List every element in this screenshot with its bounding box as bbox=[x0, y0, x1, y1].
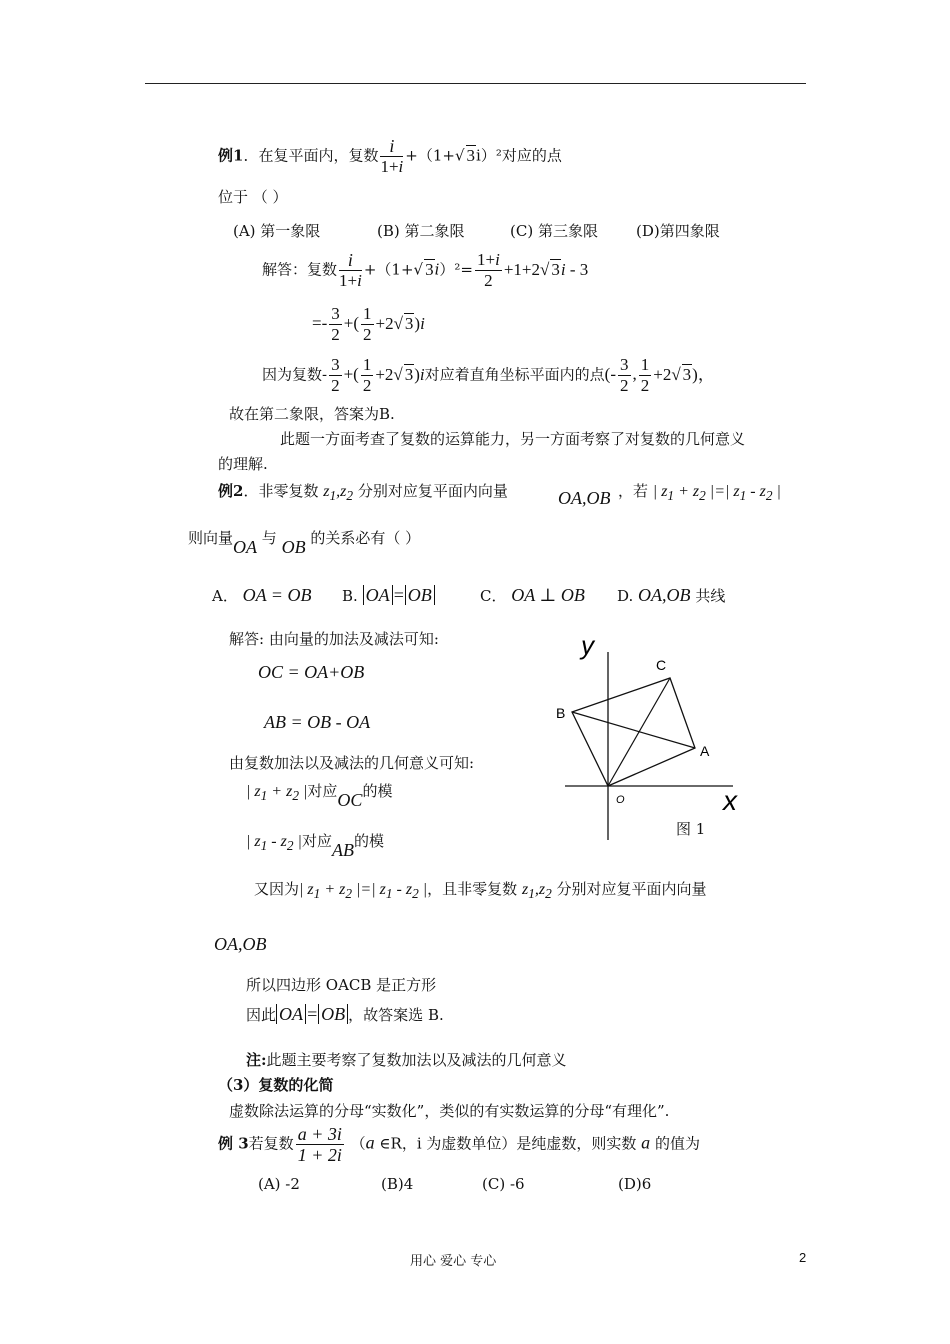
corr-text: 对应 bbox=[301, 832, 332, 850]
option-label: A． bbox=[212, 587, 238, 605]
fraction: $\frac{1+i}{2}$ bbox=[477, 250, 500, 290]
vectors-oa-ob: OA,OB bbox=[558, 488, 611, 508]
ex2-text: ．非零复数 bbox=[243, 482, 319, 500]
math-prefix: =- bbox=[312, 313, 328, 333]
footer-motto: 用心 爱心 专心 bbox=[410, 1254, 497, 1269]
ex1-text: ．在复平面内，复数 bbox=[243, 146, 379, 165]
fraction: $\frac{a + 3i}{1 + 2i}$ bbox=[297, 1124, 342, 1165]
modulus-line-2: | $z_1 - z_2$ |对应AB的模 bbox=[246, 832, 384, 860]
corresponds-text: 对应着直角坐标平面内的点 bbox=[424, 365, 605, 384]
modulus-text: 的模 bbox=[353, 832, 384, 850]
ex2-text: ，若 bbox=[618, 482, 649, 500]
example-3-line: 例 3若复数 $\frac{a + 3i}{1 + 2i}$ （a ∈R，i 为虚数单位）是纯虚数，则实数 a 的值为 bbox=[218, 1124, 700, 1165]
note-label: 注: bbox=[246, 1051, 267, 1069]
ex3-text: ∈R，i 为虚数单位）是纯虚数，则实数 bbox=[379, 1134, 637, 1153]
point-b-label: B bbox=[556, 705, 566, 721]
ex1-comment-line2: 的理解. bbox=[218, 455, 268, 473]
fraction: $\frac{i}{1+i}$ bbox=[380, 136, 404, 176]
fraction: $\frac{1}{2}$ bbox=[362, 355, 372, 395]
fraction: $\frac{1}{2}$ bbox=[640, 355, 650, 395]
x-axis-label: x bbox=[723, 785, 737, 816]
solution-label: 解答：复数 bbox=[262, 260, 338, 279]
vectors-oa-ob-2: OA,OB bbox=[214, 934, 267, 954]
example-1-line: 例1．在复平面内，复数 $\frac{i}{1+i}$ +（1+√ 3i）²对应的点 bbox=[218, 136, 562, 176]
thus-text: 因此 bbox=[246, 1006, 277, 1024]
ex3-option-d: (D)6 bbox=[618, 1175, 652, 1193]
ex1-comment-line1: 此题一方面考查了复数的运算能力，另一方面考察了对复数的几何意义 bbox=[280, 430, 746, 448]
ex2-geometric-meaning: 由复数加法以及减法的几何意义可知: bbox=[229, 754, 475, 772]
ex2-condition: ，若 | $z_1 + z_2$ |=| $z_1 - z_2$ | bbox=[618, 482, 781, 504]
example-3-label: 例 3 bbox=[218, 1134, 249, 1153]
section-3-heading: （3）复数的化简 bbox=[218, 1076, 334, 1094]
because-text: 因为复数- bbox=[262, 365, 328, 384]
ex1-because-line: 因为复数- $\frac{3}{2}$ +( $\frac{1}{2}$ +2√ 3)i对应着直角坐标平面内的点(- $\frac{3}{2}$ , $\frac{1}{2}$ +2√ 3)， bbox=[262, 355, 715, 395]
ex1-position-question: 位于 （ ） bbox=[218, 188, 288, 206]
fraction: $\frac{3}{2}$ bbox=[331, 355, 340, 395]
ex2-option-d: D. OA,OB 共线 bbox=[617, 585, 726, 605]
ex2-text: 分别对应复平面内向量 bbox=[357, 482, 508, 500]
fraction: $\frac{i}{1+i}$ bbox=[339, 250, 362, 290]
ex3-option-a: (A) -2 bbox=[258, 1175, 300, 1193]
ex2-note bbox=[246, 1049, 567, 1070]
fraction: $\frac{3}{2}$ bbox=[620, 355, 629, 395]
modulus-line-1: | $z_1 + z_2$ |对应OC的模 bbox=[246, 782, 393, 810]
ex1-option-b: (B) 第二象限 bbox=[377, 222, 465, 240]
figure-1-caption: 图 1 bbox=[676, 820, 706, 838]
option-label: D. bbox=[617, 587, 634, 605]
example-2-label: 例2 bbox=[218, 482, 244, 500]
ex3-text: 若复数 bbox=[248, 1134, 294, 1153]
also-text: 又因为 bbox=[254, 880, 300, 898]
equation-ab: AB = OB - OA bbox=[264, 712, 371, 732]
ex2-also-line: 又因为| $z_1 + z_2$ |=| $z_1 - z_2$ |，且非零复数 $z_1,z_2$ 分别对应复平面内向量 bbox=[254, 880, 707, 902]
ex2-text: 则向量 bbox=[188, 529, 234, 547]
ex1-solution-line1: 解答：复数 $\frac{i}{1+i}$ +（1+√ 3i）²= $\frac{1+i}{2}$ +1+2√ 3i - 3 bbox=[262, 250, 589, 290]
modulus-text: 的模 bbox=[362, 782, 393, 800]
equation-oc: OC = OA+OB bbox=[258, 662, 365, 682]
fraction: $\frac{1}{2}$ bbox=[363, 304, 372, 344]
ex3-text: （ bbox=[350, 1134, 366, 1153]
ex1-option-c: (C) 第三象限 bbox=[510, 222, 598, 240]
option-label: C． bbox=[480, 587, 507, 605]
option-text: 共线 bbox=[695, 587, 726, 605]
ex3-text: 的值为 bbox=[654, 1134, 700, 1153]
ex1-conclusion: 故在第二象限，答案为B. bbox=[229, 405, 395, 423]
ex1-text: +（1+ bbox=[405, 146, 455, 165]
option-label: B. bbox=[342, 587, 358, 605]
ex3-option-b: (B)4 bbox=[381, 1175, 414, 1193]
example-1-label: 例1 bbox=[218, 146, 244, 165]
ex2-square: 所以四边形 OACB 是正方形 bbox=[246, 976, 437, 994]
ex2-option-a: A． OA = OB bbox=[212, 585, 312, 605]
ex1-option-a: (A) 第一象限 bbox=[233, 222, 321, 240]
thus-text: ，故答案选 B. bbox=[348, 1006, 444, 1024]
fraction: $\frac{3}{2}$ bbox=[331, 304, 340, 344]
also-text: 分别对应复平面内向量 bbox=[556, 880, 707, 898]
ex2-text: 与 bbox=[261, 529, 277, 547]
section-3-intro: 虚数除法运算的分母“实数化”，类似的有实数运算的分母“有理化”. bbox=[229, 1102, 670, 1120]
ex1-solution-line2: =- $\frac{3}{2}$ +( $\frac{1}{2}$ +2√ 3)i bbox=[312, 304, 425, 344]
point-a-label: A bbox=[700, 743, 710, 759]
figure-1-diagram bbox=[555, 628, 785, 843]
corr-text: 对应 bbox=[307, 782, 338, 800]
ex2-option-b: B. OA = OB bbox=[342, 585, 435, 606]
ex1-text: i）²对应的点 bbox=[476, 146, 562, 165]
parallelogram-oacb bbox=[572, 678, 695, 786]
ex2-option-c: C． OA ⊥ OB bbox=[480, 585, 585, 605]
point-c-label: C bbox=[656, 657, 667, 673]
ex1-option-d: (D)第四象限 bbox=[636, 222, 720, 240]
header-rule bbox=[145, 83, 806, 84]
example-2-line: 例2．非零复数 $z_1,z_2$ 分别对应复平面内向量 bbox=[218, 482, 508, 504]
ex2-thus-line: 因此 OA = OB ，故答案选 B. bbox=[246, 1004, 444, 1024]
ex3-option-c: (C) -6 bbox=[482, 1175, 525, 1193]
ex2-solution-intro: 解答: 由向量的加法及减法可知: bbox=[229, 630, 439, 648]
y-axis-label: y bbox=[581, 630, 594, 660]
origin-label: O bbox=[616, 794, 625, 806]
ex2-question-line: 则向量OA 与 OB 的关系必有（ ） bbox=[188, 529, 421, 557]
also-text: ，且非零复数 bbox=[427, 880, 518, 898]
ex2-text: 的关系必有（ ） bbox=[310, 529, 421, 547]
page-number: 2 bbox=[799, 1250, 807, 1265]
note-text: 此题主要考察了复数加法以及减法的几何意义 bbox=[266, 1051, 567, 1069]
